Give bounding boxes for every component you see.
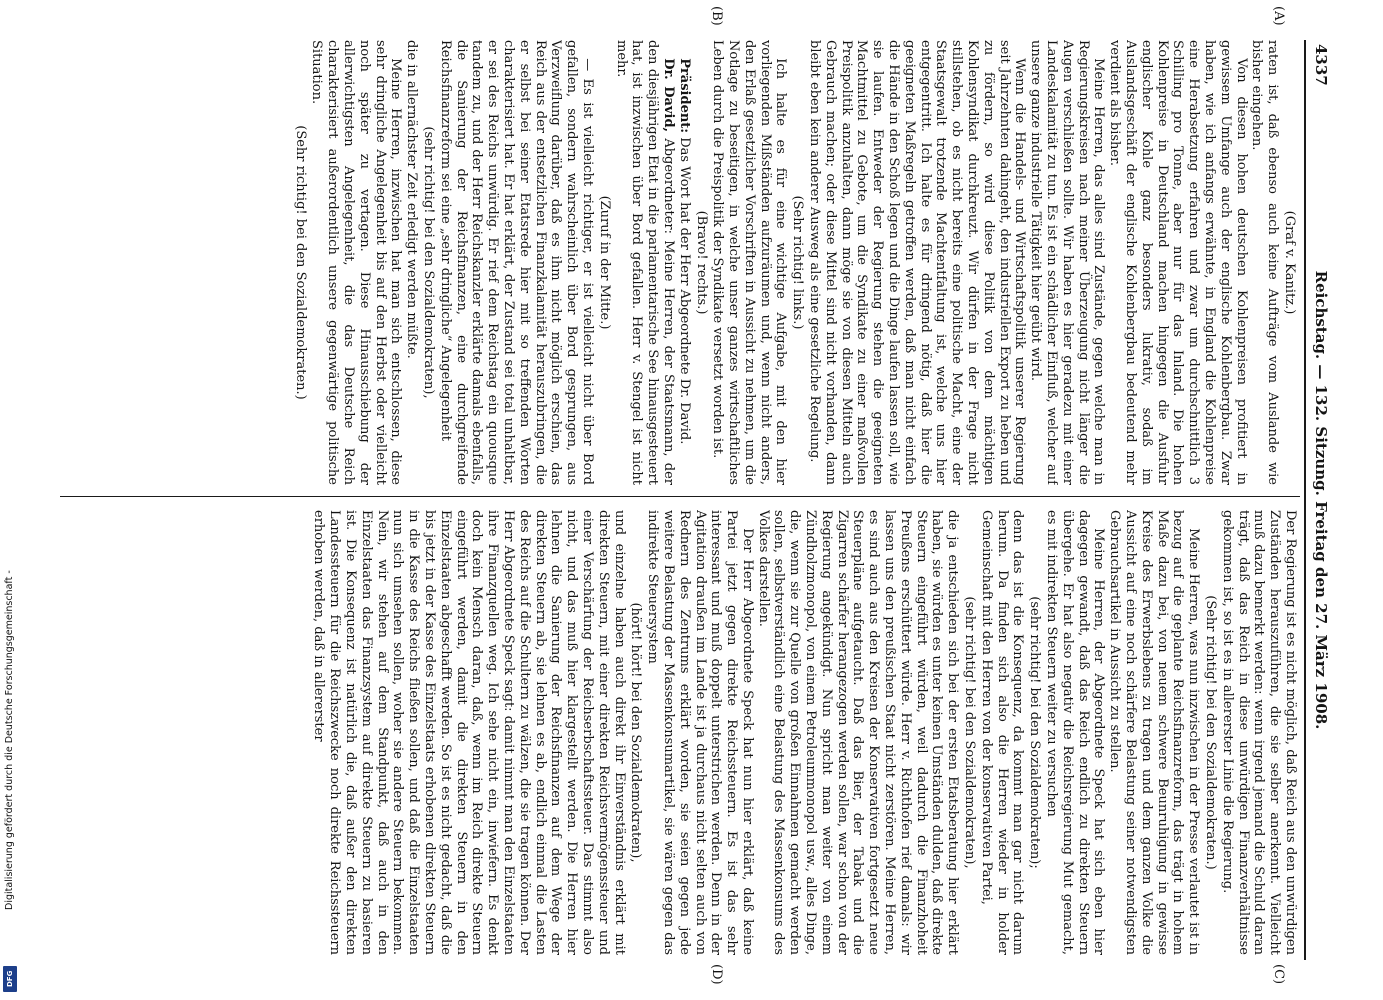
statement-text: Das Wort hat der Herr Abgeordnete Dr. David. bbox=[676, 137, 692, 445]
header-rule bbox=[1304, 40, 1306, 960]
interjection: (Sehr richtig! bei den Sozialdemokraten.) bbox=[1203, 595, 1219, 870]
paragraph: Der Herr Abgeordnete Speck hat nun hier erklärt, daß keine Partei jetzt gegen direkte Reichssteuern. Es ist das sehr interessant und muß doppelt unterstrichen werden. Denn in der Agitation draußen im Lande ist ja durchaus nicht selten auch von Rednern des Zentrums erklärt worden, sie seien gegen jede weitere Belastung der Massenkonsumartikel, sie wären gegen das indirekte Steuersystem bbox=[645, 510, 755, 955]
paragraph: Ich halte es für eine wichtige Aufgabe, mit den hier vorliegenden Mißständen aufzuräumen und, wenn nicht anders, den Erlaß gesetzlicher Vorschriften in Aussicht zu nehmen, um die Notlage zu beseitigen, in welche unser ganzes wirtschaftliches Leben durch die Preispolitik der Syndikate versetzt worden ist. bbox=[710, 40, 789, 485]
paragraph: und einzelne haben auch direkt ihr Einverständnis erklärt mit direkten Steuern, mit einer direkten Reichsvermögenssteuer und einer Verschärfung der Reichserbschaftssteuer. Das stimmt also nicht, und das muß hier klargestellt werden. Die Herren hier lehnen die Sanierung der Reichsfinanzen auf dem Wege der direkten Steuern ab, sie lehnen es ab, endlich einmal die Lasten des Reichs auf die Schultern zu wälzen, die sie tragen können. Der Herr Abgeordnete Speck sagt: damit nimmt man den Einzelstaaten ihre Finanzquellen weg. Ich sehe nicht ein, inwiefern. Es denkt doch kein Mensch daran, daß, wenn im Reich direkte Steuern eingeführt werden, damit die direkten Steuern in den Einzelstaaten abgeschafft werden. So ist es nicht gedacht, daß die bis jetzt in der Kasse des Einzelstaats erhobenen direkten Steuern in die Kasse des Reichs fließen sollen, und daß die Einzelstaaten nun sich umsehen sollen, woher sie andere Steuern bekommen. Nein, wir stehen auf dem Standpunkt, daß auch in den Einzelstaaten das Finanzsystem auf direkte Steuern zu basieren ist. Die Konsequenz ist natürlich die, daß außer den direkten Landessteuern für die Reichszwecke noch direkte Reichssteuern erhoben werden, daß in allererster bbox=[311, 510, 627, 955]
paragraph: Meine Herren, was nun inzwischen in der Presse verlautet ist in bezug auf die geplante Reichsfinanzreform, das trägt in hohem Maße dazu bei, von neuem schwere Beunruhigung in gewisse Kreise des Erwerbslebens zu tragen und dem ganzen Volke die Aussicht auf eine noch schärfere Belastung seiner notwendigsten Gebrauchsartikel in Aussicht zu stellen. bbox=[1107, 510, 1202, 955]
paragraph: Meine Herren, das alles sind Zustände, gegen welche man in Regierungskreisen nach meiner Überzeugung nicht länger die Augen verschließen sollte. Wir haben es hier geradezu mit einer Landeskalamität zu tun. Es ist ein schädlicher Einfluß, welcher auf unsere ganze industrielle Tätigkeit hier geübt wird. bbox=[1028, 40, 1107, 485]
statement-text: Abgeordneter: Meine Herren, der Staatsmann, der den diesjährigen Etat in die parlamentarische See hinausgesteuert hat, ist inzwischen über Bord gefallen. Herr v. Stengel ist nicht mehr. bbox=[613, 40, 676, 485]
dfg-logo: DFG bbox=[3, 966, 17, 992]
margin-letter-c: (C) bbox=[1271, 964, 1286, 985]
paragraph: Der Regierung ist es nicht möglich, daß Reich aus den unwürdigen Zuständen herauszuführen, die sie selber anerkennt. Vielleicht muß dazu bemerkt werden: wenn irgend jemand die Schuld daran trägt, daß das Reich in diese unwürdigen Finanzverhältnisse gekommen ist, so ist es in allererster Linie die Regierung. bbox=[1219, 510, 1298, 955]
column-divider bbox=[60, 496, 1300, 497]
interjection: (Bravo! rechts.) bbox=[693, 210, 709, 315]
paragraph: Meine Herren, inzwischen hat man sich entschlossen, diese sehr dringliche Angelegenheit bis auf den Herbst oder vielleicht noch später zu vertagen. Diese Hinausschiebung der allerwichtigsten Angelegenheit, die das Deutsche Reich charakterisiert außerordentlich unsere gegenwärtige politische Situation. bbox=[309, 40, 404, 485]
margin-letter-b: (B) bbox=[709, 6, 724, 26]
header-title: Reichstag. — 132. Sitzung. Freitag den 27. März 1908. bbox=[1312, 270, 1330, 730]
speaker-continuation: (Graf v. Kanitz.) bbox=[1282, 210, 1297, 315]
running-header bbox=[1308, 40, 1330, 960]
interjection: (sehr richtig! bei den Sozialdemokraten); bbox=[1027, 596, 1043, 869]
paragraph: denn das ist die Konsequenz, da kommt man gar nicht darum herum. Da finden sich also die Herren wieder in holder Gemeinschaft mit den Herren von der konservativen Partei, bbox=[978, 510, 1026, 955]
speaker-label: Dr. David, bbox=[660, 58, 676, 133]
interjection: (Sehr richtig! links.) bbox=[790, 195, 806, 330]
interjection: (Zuruf in der Mitte.) bbox=[596, 195, 612, 330]
paragraph: die ja entschieden sich bei der ersten Etatsberatung hier erklärt haben, sie würden es unter keinen Umständen dulden, daß direkte Steuern eingeführt würden, weil dadurch die Finanzhoheit Preußens erschüttert würde. Herr v. Richthofen rief damals: wir lassen uns den preußischen Staat nicht zerstören. Meine Herren, es sind auch aus den Kreisen der Konservativen fortgesetzt neue Steuerpläne aufgetaucht. Daß das Bier, der Tabak und die Zigarren schärfer herangezogen werden sollen, war schon von der Regierung angekündigt. Nun spricht man weiter von einem Zündholzmonopol, von einem Petroleummonopol usw., alles Dinge, die, wenn sie zur Quelle von großen Einnahmen gemacht werden sollen, selbstverständlich eine Belastung des Massenkonsums des Volkes darstellen. bbox=[755, 510, 961, 955]
rotated-page bbox=[55, 6, 1330, 985]
paragraph: Meine Herren, der Abgeordnete Speck hat sich eben hier dagegen gewandt, daß das Reich endlich zu direkten Steuern übergehe. Er hat also negativ die Reichsregierung Mut gemacht, es mit indirekten Steuern weiter zu versuchen bbox=[1044, 510, 1107, 955]
david-statement bbox=[613, 40, 676, 485]
digitization-credit: Digitalisierung gefördert durch die Deutsche Forschungsgemeinschaft - bbox=[4, 570, 15, 910]
president-statement bbox=[676, 40, 692, 485]
paragraph: Wenn die Handels- und Wirtschaftspolitik unserer Regierung seit Jahrzehnten dahingeht, den industriellen Export zu heben und zu fördern, so wird diese Politik von dem mächtigen Kohlensyndikat durchkreuzt. Wir dürfen in der Frage nicht stillstehen, ob es nicht bereits eine politische Macht, eine der Staatsgewalt trotzende Machtentfaltung ist, welche uns hier entgegentritt. Ich halte es für dringend nötig, daß hier die geeigneten Maßregeln getroffen werden, daß man nicht einfach die Hände in den Schoß legen und die Dinge laufen lassen soll, wie sie laufen. Entweder der Regierung stehen die geeigneten Machtmittel zu Gebote, um die Syndikate zu einer maßvollen Preispolitik anzuhalten, dann möge sie von diesen Mitteln auch Gebrauch machen; oder diese Mittel sind nicht vorhanden, dann bleibt eben kein anderer Ausweg als eine gesetzliche Regelung. bbox=[807, 40, 1028, 485]
interjection: (Sehr richtig! bei den Sozialdemokraten.) bbox=[292, 125, 308, 400]
speaker-label: Präsident: bbox=[676, 58, 692, 134]
interjection: (sehr richtig! bei den Sozialdemokraten), bbox=[962, 596, 978, 869]
left-column bbox=[63, 40, 1298, 485]
paragraph: raten ist, daß ebenso auch keine Aufträge vom Auslande wie bisher eingehen. bbox=[1249, 40, 1281, 485]
paragraph: Von diesen hohen deutschen Kohlenpreisen profitiert in gewissem Umfange auch der englische Kohlenbergbau. Zwar haben, wie ich anfangs erwähnte, in England die Kohlenpreise eine Herabsetzung erfahren und zwar um durchschnittlich 3 Schilling pro Tonne, aber nur für das Inland. Die hohen Kohlenpreise in Deutschland machen hingegen die Ausfuhr englischer Kohle ganz besonders lukrativ, sodaß im Auslandsgeschäft der englische Kohlenbergbau bedeutend mehr verdient als bisher. bbox=[1107, 40, 1249, 485]
interjection: (sehr richtig! bei den Sozialdemokraten), bbox=[420, 126, 436, 399]
right-column bbox=[63, 510, 1298, 955]
margin-letter-d: (D) bbox=[709, 964, 724, 985]
page-number-left: 4337 bbox=[1312, 44, 1330, 86]
paragraph: — Es ist vielleicht richtiger, er ist vielleicht nicht über Bord gefallen, sondern wahrscheinlich über Bord gesprungen, aus Verzweiflung darüber, daß es ihm nicht möglich erschien, das Reich aus der entsetzlichen Finanzkalamität herauszubringen, die er selbst bei seiner Etatsrede hier mit so treffenden Worten charakterisiert hat. Er hat erklärt, der Zustand sei total unhaltbar, er sei des Reichs unwürdig. Er rief dem Reichstag ein quousque tandem zu, und der Herr Reichskanzler erklärte damals ebenfalls, die Sanierung der Reichsfinanzen, eine durchgreifende Reichsfinanzreform sei eine „sehr dringliche“ Angelegenheit bbox=[437, 40, 595, 485]
interjection: (hört! hört! bei den Sozialdemokraten), bbox=[628, 602, 644, 863]
paragraph: die in allernächster Zeit erledigt werden müßte. bbox=[404, 40, 420, 359]
margin-letter-a: (A) bbox=[1271, 6, 1286, 26]
